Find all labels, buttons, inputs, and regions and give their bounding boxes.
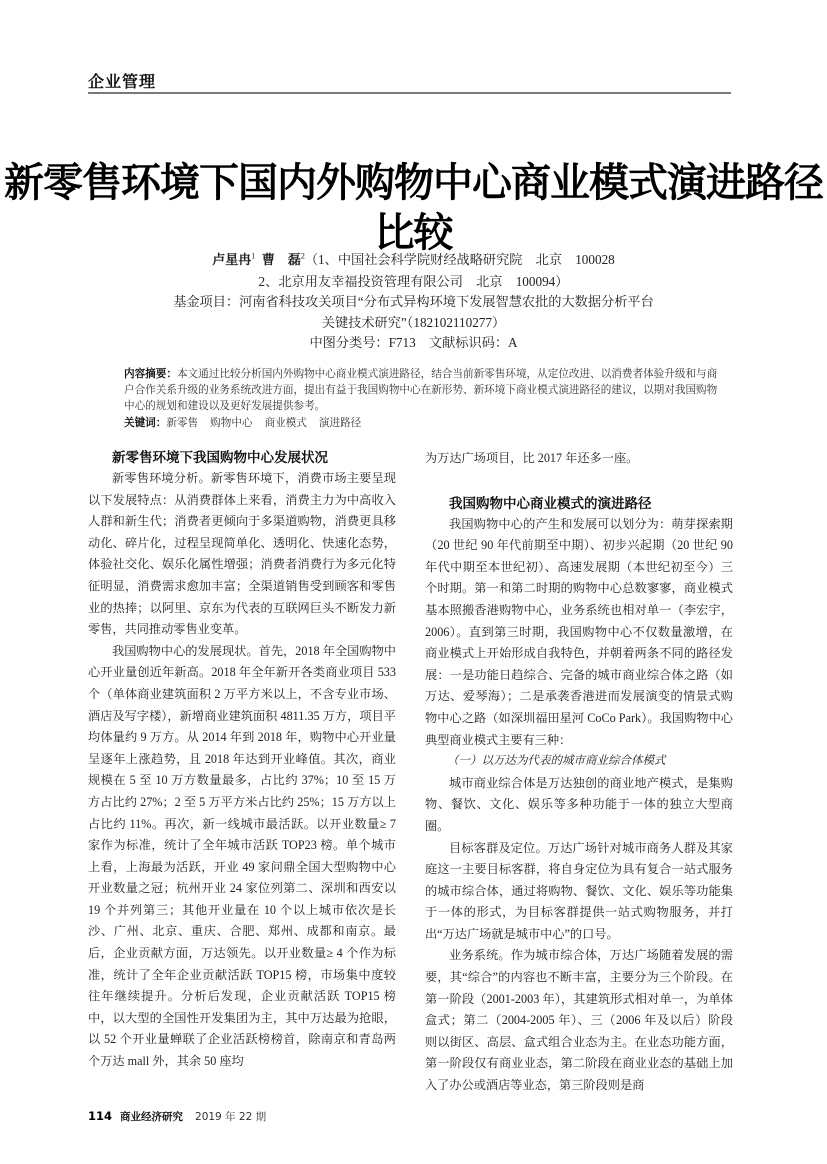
keyword: 购物中心 bbox=[210, 418, 253, 429]
affiliation-2: 2、北京用友幸福投资管理有限公司 北京 100094） bbox=[258, 273, 569, 289]
authors-line bbox=[0, 250, 827, 272]
keywords bbox=[124, 415, 718, 432]
byline bbox=[0, 250, 827, 354]
author-name: 曹 磊 bbox=[261, 253, 301, 268]
affiliation-1: （1、中国社会科学院财经战略研究院 北京 100028 bbox=[304, 252, 615, 267]
journal-name: 商业经济研究 bbox=[120, 1111, 184, 1123]
abstract bbox=[124, 366, 718, 415]
section-heading: 新零售环境下我国购物中心发展状况 bbox=[112, 450, 328, 466]
abstract-text: 本文通过比较分析国内外购物中心商业模式演进路径，结合当前新零售环境，从定位改进、以消费者体验升级和与商户合作关系升级的业务系统改进方面，提出有益于我国购物中心在新形势、新环境下商业模式演进路径的建议，以期对我国购物中心的规划和建设以及更好发展提供参考。 bbox=[124, 369, 718, 412]
paragraph: 我国购物中心的产生和发展可以划分为：萌芽探索期（20 世纪 90 年代前期至中期）、初步兴起期（20 世纪 90 年代中期至本世纪初）、高速发展期（本世纪初至今）三个时期。第一和第二时期的购物中心总数寥寥，商业模式基本照搬香港购物中心，业务系统也相对单一（李宏宇，2006）。直到第三时期，我国购物中心不仅数量激增，在商业模式上开始形成自我特色，并朝着两条不同的路径发展：一是功能日趋综合、完备的城市商业综合体之路（如万达、爱琴海）；二是承袭香港进而发展演变的情景式购物中心之路（如深圳福田星河 CoCo Park）。我国购物中心典型商业模式主要有三种： bbox=[425, 516, 733, 747]
paragraph: 我国购物中心的发展现状。首先，2018 年全国购物中心开业量创近年新高。2018 年全年新开各类商业项目 533 个（单体商业建筑面积 2 万平方米以上，不含专业市场、酒店及写字楼），新增商业建筑面积 4811.35 万方，项目平均体量约 9 万方。从 2014 年到 2018 年，购物中心开业量呈逐年上涨趋势，且 2018 年达到开业峰值。其次，商业规模在 5 至 10 万方数量最多，占比约 37%；10 至 15 万方占比约 27%；2 至 5 万平方米占比约 25%；15 万方以上占比约 11%。再次，新一线城市最活跃。以开业数量≥ 7 家作为标准，统计了全年城市活跃 TOP23 榜。单个城市上看，上海最为活跃，开业 49 家问鼎全国大型购物中心开业数量之冠；杭州开业 24 家位列第二、深圳和西安以 19 个并列第三；其他开业量在 10 个以上城市依次是长沙、广州、北京、重庆、合肥、郑州、成都和南京。最后，企业贡献方面，万达领先。以开业数量≥ 4 个作为标准，统计了全年企业贡献活跃 TOP15 榜，市场集中度较往年继续提升。分析后发现，企业贡献活跃 TOP15 榜中，以大型的全国性开发集团为主，其中万达最为抢眼，以 52 个开业量蝉联了企业活跃榜榜首，除南京和青岛两个万达 mall 外，其余 50 座均 bbox=[88, 643, 396, 1069]
fund-line-2: 关键技术研究”（182102110277） bbox=[321, 314, 506, 330]
subsection-heading: （一）以万达为代表的城市商业综合体模式 bbox=[447, 755, 666, 768]
body-column-left bbox=[88, 448, 396, 1073]
classification-line: 中图分类号：F713 文献标识码：A bbox=[309, 335, 518, 350]
paragraph: 为万达广场项目，比 2017 年还多一座。 bbox=[425, 451, 639, 465]
author-name: 卢星冉 bbox=[212, 253, 252, 268]
article-title: 新零售环境下国内外购物中心商业模式演进路径比较 bbox=[4, 160, 823, 255]
paragraph: 新零售环境分析。新零售环境下，消费市场主要呈现以下发展特点：从消费群体上来看，消费主力为中高收入人群和新生代；消费者更倾向于多渠道购物，消费更具移动化、碎片化，过程呈现简单化、透明化、快速化态势，体验社交化、娱乐化属性增强；消费者消费行为多元化特征明显，消费需求愈加丰富；全渠道销售受到顾客和零售业的热捧；以阿里、京东为代表的互联网巨头不断发力新零售，共同推动零售业变革。 bbox=[88, 471, 396, 637]
body-column-right bbox=[425, 448, 733, 1097]
abstract-block bbox=[124, 366, 718, 432]
paragraph: 业务系统。作为城市综合体，万达广场随着发展的需要，其“综合”的内容也不断丰富，主要分为三个阶段。在第一阶段（2001-2003 年），其建筑形式相对单一，为单体盒式；第二（2004-2005 年）、三（2006 年及以后）阶段则以街区、高层、盒式组合业态为主。在业态功能方面，第一阶段仅有商业业态，第二阶段在商业业态的基础上加入了办公或酒店等业态，第三阶段则是商 bbox=[425, 948, 733, 1093]
keywords-label: 关键词： bbox=[124, 417, 167, 429]
abstract-label: 内容摘要： bbox=[124, 368, 177, 380]
page-number: 114 bbox=[88, 1109, 113, 1123]
section-spacer bbox=[425, 470, 733, 494]
section-tag: 企业管理 bbox=[88, 72, 157, 91]
header-rule bbox=[88, 92, 731, 94]
paragraph: 目标客群及定位。万达广场针对城市商务人群及其家庭这一主要目标客群，将自身定位为具有复合一站式服务的城市综合体，通过将购物、餐饮、文化、娱乐等功能集于一体的形式，为目标客群提供一站式购物服务，并打出“万达广场就是城市中心”的口号。 bbox=[425, 840, 733, 941]
issue-label: 2019 年 22 期 bbox=[195, 1111, 267, 1123]
page-footer bbox=[88, 1109, 266, 1124]
keyword: 商业模式 bbox=[264, 418, 307, 429]
author-affil-marker: 2 bbox=[300, 251, 305, 261]
author-affil-marker: 1 bbox=[251, 251, 256, 261]
fund-line-1: 基金项目：河南省科技攻关项目“分布式异构环境下发展智慧农批的大数据分析平台 bbox=[173, 294, 654, 309]
keyword: 新零售 bbox=[166, 418, 199, 429]
paragraph: 城市商业综合体是万达独创的商业地产模式，是集购物、餐饮、文化、娱乐等多种功能于一体的独立大型商圈。 bbox=[425, 775, 733, 833]
section-heading: 我国购物中心商业模式的演进路径 bbox=[449, 495, 652, 512]
keyword: 演进路径 bbox=[318, 418, 362, 429]
